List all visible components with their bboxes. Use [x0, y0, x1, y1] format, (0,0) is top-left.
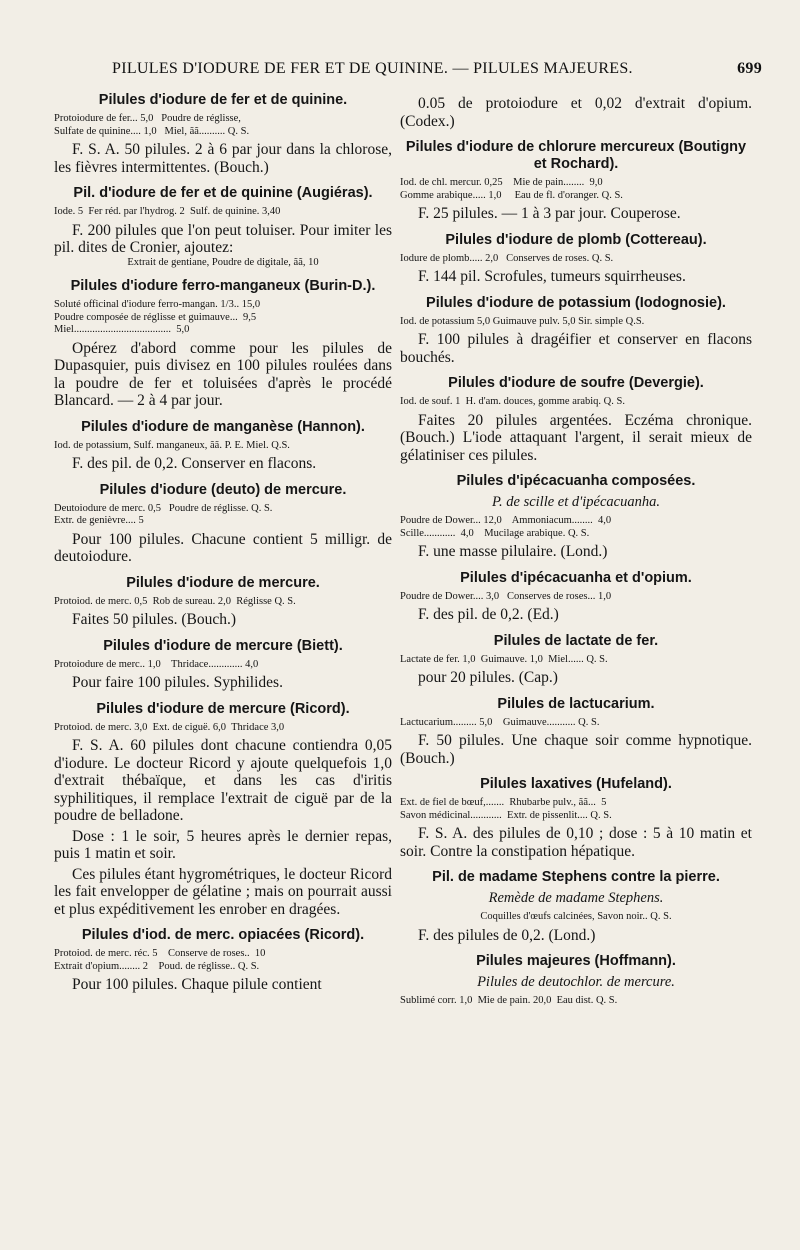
- recipe-section: [400, 953, 752, 1008]
- recipe-section: [400, 570, 752, 624]
- ingredient-line: Poudre composée de réglisse et guimauve... 9,5: [54, 311, 257, 323]
- ingredient-line: Iode. 5 Fer réd. par l'hydrog. 2 Sulf. de quinine. 3,40: [54, 206, 281, 217]
- ingredient-line: Soluté officinal d'iodure ferro-mangan. 1/3.. 15,0: [54, 299, 261, 310]
- ingredient-line: Iodure de plomb..... 2,0 Conserves de roses. Q. S.: [400, 252, 614, 264]
- ingredient-line: Sublimé corr. 1,0 Mie de pain. 20,0 Eau dist. Q. S.: [400, 995, 618, 1006]
- recipe-text: F. S. A. 60 pilules dont chacune contiendra 0,05 d'iodure. Le docteur Ricord y ajoute quelquefois 1,0 d'extrait thébaïque, et dans les cas d'iritis syphilitiques, il remplace l'extrait de ciguë par de la poudre de belladone.: [54, 737, 392, 824]
- ingredient-line: Scille............ 4,0 Mucilage arabique. Q. S.: [400, 527, 590, 539]
- recipe-text: F. 100 pilules à dragéifier et conserver en flacons bouchés.: [400, 331, 752, 366]
- recipe-section: [400, 232, 752, 286]
- recipe-heading: Pilules de lactate de fer.: [493, 632, 659, 649]
- ingredient-line: Poudre de Dower... 12,0 Ammoniacum........ 4,0: [400, 515, 612, 526]
- recipe-text: F. 50 pilules. Une chaque soir comme hypnotique. (Bouch.): [400, 732, 752, 767]
- recipe-section: [54, 419, 392, 473]
- recipe-heading: Pilules d'iodure de mercure (Ricord).: [96, 700, 350, 717]
- recipe-heading: Pilules d'iodure de manganèse (Hannon).: [81, 418, 365, 435]
- ingredient-line: Miel..................................... 5,0: [54, 324, 190, 335]
- ingredient-line: Coquilles d'œufs calcinées, Savon noir.. Q. S.: [480, 911, 672, 922]
- left-column: [54, 92, 392, 1003]
- recipe-text: 0.05 de protoiodure et 0,02 d'extrait d'opium. (Codex.): [400, 95, 752, 130]
- recipe-text: F. 25 pilules. — 1 à 3 par jour. Couperose.: [418, 205, 681, 222]
- recipe-section: [400, 633, 752, 687]
- recipe-text: pour 20 pilules. (Cap.): [418, 669, 558, 686]
- recipe-heading: Pilules d'iodure de chlorure mercureux (Boutigny et Rochard).: [405, 139, 747, 172]
- recipe-section: [400, 696, 752, 768]
- recipe-heading: Pilules d'iodure (deuto) de mercure.: [99, 481, 347, 498]
- recipe-section: [400, 776, 752, 860]
- recipe-text: Faites 20 pilules argentées. Eczéma chronique. (Bouch.) L'iode attaquant l'argent, il serait mieux de gélatiniser ces pilules.: [400, 411, 752, 464]
- recipe-section: [54, 92, 392, 176]
- ingredient-line: Protoiod. de merc. 0,5 Rob de sureau. 2,0 Réglisse Q. S.: [54, 595, 296, 607]
- recipe-text: Dose : 1 le soir, 5 heures après le dernier repas, puis 1 matin et soir.: [54, 827, 392, 862]
- recipe-text: F. S. A. des pilules de 0,10 ; dose : 5 à 10 matin et soir. Contre la constipation hépatique.: [400, 825, 752, 860]
- recipe-section: [54, 185, 392, 269]
- recipe-heading: Pilules d'iodure de fer et de quinine.: [98, 92, 348, 108]
- recipe-section: [400, 295, 752, 367]
- recipe-subheading: Remède de madame Stephens.: [488, 890, 664, 906]
- recipe-text: F. des pil. de 0,2. Conserver en flacons.: [72, 455, 317, 472]
- recipe-text: F. 200 pilules que l'on peut toluiser. Pour imiter les pil. dites de Cronier, ajoutez:: [54, 221, 392, 256]
- ingredient-line: Gomme arabique..... 1,0 Eau de fl. d'oranger. Q. S.: [400, 189, 623, 201]
- recipe-section: [54, 701, 392, 919]
- recipe-text: Pour faire 100 pilules. Syphilides.: [72, 674, 283, 691]
- page-number: 699: [737, 60, 762, 77]
- recipe-text: F. des pilules de 0,2. (Lond.): [418, 926, 596, 944]
- recipe-text: F. des pil. de 0,2. (Ed.): [418, 606, 559, 623]
- recipe-section: [400, 95, 752, 130]
- recipe-text: Pour 100 pilules. Chaque pilule contient: [72, 976, 322, 993]
- recipe-section: [54, 638, 392, 692]
- recipe-heading: Pilules d'ipécacuanha composées.: [456, 473, 696, 489]
- recipe-heading: Pilules de lactucarium.: [497, 695, 655, 712]
- ingredient-line: Extrait de gentiane, Poudre de digitale, ãã, 10: [127, 256, 319, 268]
- ingredient-line: Lactate de fer. 1,0 Guimauve. 1,0 Miel...... Q. S.: [400, 653, 608, 665]
- recipe-heading: Pil. d'iodure de fer et de quinine (Augiéras).: [73, 185, 373, 201]
- ingredient-line: Extrait d'opium........ 2 Poud. de réglisse.. Q. S.: [54, 960, 260, 972]
- recipe-text: Pour 100 pilules. Chacune contient 5 milligr. de deutoiodure.: [54, 530, 392, 565]
- recipe-subheading: Pilules de deutochlor. de mercure.: [477, 974, 675, 990]
- recipe-heading: Pilules d'iodure de soufre (Devergie).: [448, 375, 704, 391]
- recipe-heading: Pilules d'iodure de mercure (Biett).: [103, 637, 343, 654]
- ingredient-line: Protoiodure de fer... 5,0 Poudre de réglisse,: [54, 113, 241, 124]
- recipe-text: Ces pilules étant hygrométriques, le docteur Ricord les fait envelopper de gélatine ; mais on pourrait aussi et plus expéditivement les enrober en dragées.: [54, 865, 392, 918]
- recipe-section: [400, 375, 752, 464]
- ingredient-line: Sulfate de quinine.... 1,0 Miel, ãã.......... Q. S.: [54, 125, 250, 137]
- running-header: [112, 60, 762, 84]
- recipe-heading: Pilules d'iodure ferro-manganeux (Burin-D.).: [70, 278, 376, 294]
- ingredient-line: Poudre de Dower.... 3,0 Conserves de roses... 1,0: [400, 590, 612, 602]
- recipe-heading: Pilules laxatives (Hufeland).: [480, 776, 672, 792]
- recipe-heading: Pilules majeures (Hoffmann).: [476, 953, 676, 969]
- recipe-text: F. S. A. 50 pilules. 2 à 6 par jour dans la chlorose, les fièvres intermittentes. (Bouch.): [54, 141, 392, 176]
- recipe-heading: Pil. de madame Stephens contre la pierre.: [432, 869, 720, 885]
- recipe-text: Faites 50 pilules. (Bouch.): [72, 611, 237, 628]
- ingredient-line: Iod. de chl. mercur. 0,25 Mie de pain........ 9,0: [400, 177, 603, 188]
- recipe-text: F. une masse pilulaire. (Lond.): [418, 543, 608, 560]
- recipe-heading: Pilules d'iodure de potassium (Iodognosie).: [426, 294, 726, 311]
- ingredient-line: Iod. de potassium 5,0 Guimauve pulv. 5,0 Sir. simple Q.S.: [400, 315, 645, 327]
- recipe-section: [400, 473, 752, 561]
- recipe-section: [54, 927, 392, 994]
- recipe-section: [400, 139, 752, 223]
- recipe-heading: Pilules d'ipécacuanha et d'opium.: [460, 569, 692, 586]
- recipe-text: Opérez d'abord comme pour les pilules de Dupasquier, puis divisez en 100 pilules roulées dans la poudre de fer et toluisées d'après le procédé Blancard. — 2 à 4 par jour.: [54, 339, 392, 409]
- ingredient-line: Extr. de genièvre.... 5: [54, 515, 144, 526]
- recipe-section: [54, 482, 392, 566]
- ingredient-line: Savon médicinal............ Extr. de pissenlit.... Q. S.: [400, 809, 612, 821]
- recipe-subheading: P. de scille et d'ipécacuanha.: [492, 494, 660, 510]
- ingredient-line: Protoiodure de merc.. 1,0 Thridace............. 4,0: [54, 658, 259, 670]
- recipe-heading: Pilules d'iodure de mercure.: [126, 574, 320, 591]
- recipe-heading: Pilules d'iodure de plomb (Cottereau).: [445, 231, 707, 248]
- ingredient-line: Deutoiodure de merc. 0,5 Poudre de réglisse. Q. S.: [54, 502, 273, 514]
- recipe-section: [54, 278, 392, 410]
- ingredient-line: Iod. de potassium, Sulf. manganeux, ãã. P. E. Miel. Q.S.: [54, 439, 290, 451]
- ingredient-line: Protoiod. de merc. réc. 5 Conserve de roses.. 10: [54, 948, 266, 959]
- ingredient-line: Iod. de souf. 1 H. d'am. douces, gomme arabiq. Q. S.: [400, 396, 625, 407]
- ingredient-line: Lactucarium......... 5,0 Guimauve........... Q. S.: [400, 716, 600, 728]
- recipe-heading: Pilules d'iod. de merc. opiacées (Ricord).: [81, 927, 365, 943]
- right-column: [400, 92, 752, 1017]
- ingredient-line: Ext. de fiel de bœuf,....... Rhubarbe pulv., ãã... 5: [400, 797, 607, 808]
- recipe-text: F. 144 pil. Scrofules, tumeurs squirrheuses.: [418, 268, 686, 285]
- ingredient-line: Protoiod. de merc. 3,0 Ext. de ciguë. 6,0 Thridace 3,0: [54, 721, 285, 733]
- recipe-section: [400, 869, 752, 944]
- header-title: PILULES D'IODURE DE FER ET DE QUININE. — PILULES MAJEURES.: [112, 60, 633, 77]
- recipe-section: [54, 575, 392, 629]
